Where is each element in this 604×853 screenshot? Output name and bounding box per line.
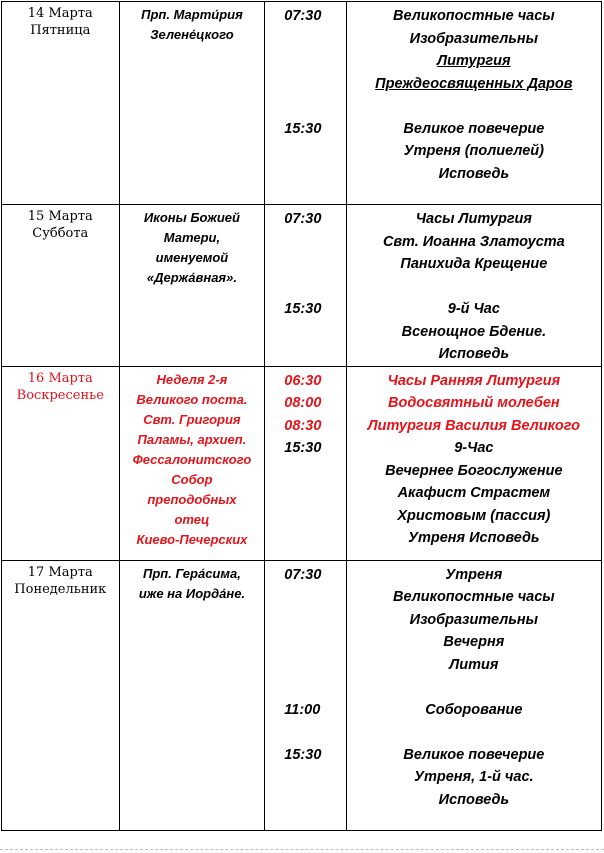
service-time: 06:30 [284,372,322,389]
service-spacer [347,95,601,118]
service-line: 9-Час [454,440,494,456]
time-spacer [284,73,345,96]
service-time: 15:30 [284,746,322,763]
service-line: Изобразительны [409,30,539,47]
service-line: Великое повечерие [403,746,545,763]
time-spacer [284,50,345,73]
service-time: 15:30 [284,301,322,317]
service-line: Великопостные часы [393,8,555,24]
saint-line: Паламы, архиеп. [137,431,247,447]
time-spacer [284,321,345,344]
time-spacer [284,231,345,254]
service-line: 9-й Час [447,301,500,317]
time-spacer [284,766,345,789]
service-line: Литургия Василия Великого [367,417,581,434]
saint-line: преподобных [147,491,237,507]
date-cell [2,560,120,830]
service-time: 07:30 [284,8,322,24]
service-line: Исповедь [438,346,510,362]
saint-line: Матери, [163,230,221,245]
saint-line: отец [174,511,210,527]
saint-line: Прп. Марти́рия [141,7,243,22]
time-spacer [284,676,345,699]
time-cell [265,560,346,830]
saint-line: Прп. Гера́сима, [143,565,241,581]
service-time: 07:30 [284,211,322,227]
date-cell [2,205,120,367]
page-bottom-rule [0,849,604,850]
schedule-table [1,1,602,831]
service-line: Преждеосвященных Даров [375,75,573,92]
time-cell [265,205,346,367]
service-line: Часы Литургия [415,211,532,227]
service-line: Литургия [437,53,511,69]
time-spacer [284,631,345,654]
saint-line: Свт. Григория [143,411,241,427]
time-spacer [284,482,345,505]
weekday-label: Воскресенье [16,387,104,403]
saint-cell [119,205,265,367]
time-spacer [284,789,345,812]
service-spacer [347,721,601,744]
saint-cell [119,560,265,830]
service-time: 15:30 [284,440,322,456]
date-label: 15 Марта [27,209,93,224]
service-line: Лития [449,656,499,673]
service-line: Водосвятный молебен [388,395,560,411]
service-time: 08:30 [284,417,322,434]
service-time: 15:30 [284,120,322,137]
saint-line: Зелене́цкого [150,27,234,42]
saint-line: Неделя 2-я [156,371,228,387]
saint-cell [119,366,265,560]
day-row [2,2,602,205]
time-spacer [284,609,345,632]
service-line: Вечернее Богослужение [385,462,563,479]
time-cell [265,366,346,560]
time-spacer [284,163,345,186]
time-cell [265,2,346,205]
service-time: 07:30 [284,566,322,583]
saint-line: Киево-Печерских [136,531,248,547]
services-cell [346,2,601,205]
service-line: Изобразительны [409,611,539,628]
time-spacer [284,276,345,299]
service-line: Панихида Крещение [400,256,548,272]
service-line: Акафист Страстем [397,485,551,501]
service-line: Свт. Иоанна Златоуста [382,233,565,250]
saint-line: Иконы Божией [143,210,240,225]
day-row [2,366,602,560]
date-label: 16 Марта [27,370,93,386]
schedule-body [2,2,602,831]
saint-line: именуемой [155,250,229,265]
weekday-label: Суббота [32,226,89,241]
service-line: Исповедь [438,165,510,182]
service-line: Утреня, 1-й час. [414,769,534,785]
service-line: Вечерня [443,634,505,650]
time-spacer [284,460,345,483]
time-spacer [284,28,345,51]
service-line: Утреня [445,566,503,583]
time-spacer [284,527,345,550]
date-cell [2,2,120,205]
date-label: 14 Марта [27,6,93,21]
service-line: Великопостные часы [393,589,555,605]
saint-cell [119,2,265,205]
service-spacer [347,276,601,299]
service-line: Всенощное Бдение. [401,323,547,340]
time-spacer [284,505,345,528]
service-time: 08:00 [284,395,322,411]
service-line: Великое повечерие [403,120,545,137]
services-cell [346,205,601,367]
day-row [2,560,602,830]
day-row [2,205,602,367]
time-spacer [284,253,345,276]
service-line: Утреня Исповедь [408,530,540,546]
service-time: 11:00 [284,701,321,718]
service-line: Христовым (пассия) [397,507,551,524]
time-spacer [284,721,345,744]
time-spacer [284,140,345,163]
weekday-label: Пятница [30,23,91,38]
time-spacer [284,95,345,118]
saint-line: Собор [171,471,213,487]
date-cell [2,366,120,560]
time-spacer [284,586,345,609]
service-spacer [347,676,601,699]
saint-line: иже на Иорда́не. [138,585,246,601]
weekday-label: Понедельник [14,581,107,597]
date-label: 17 Марта [27,564,93,580]
services-cell [346,366,601,560]
service-line: Соборование [425,701,523,718]
saint-line: Фессалонитского [132,451,252,467]
services-cell [346,560,601,830]
saint-line: «Держа́вная». [146,270,237,285]
service-line: Утреня (полиелей) [403,143,544,159]
service-line: Часы Ранняя Литургия [387,372,561,389]
saint-line: Великого поста. [136,391,248,407]
time-spacer [284,654,345,677]
time-spacer [284,343,345,366]
service-line: Исповедь [438,791,510,808]
